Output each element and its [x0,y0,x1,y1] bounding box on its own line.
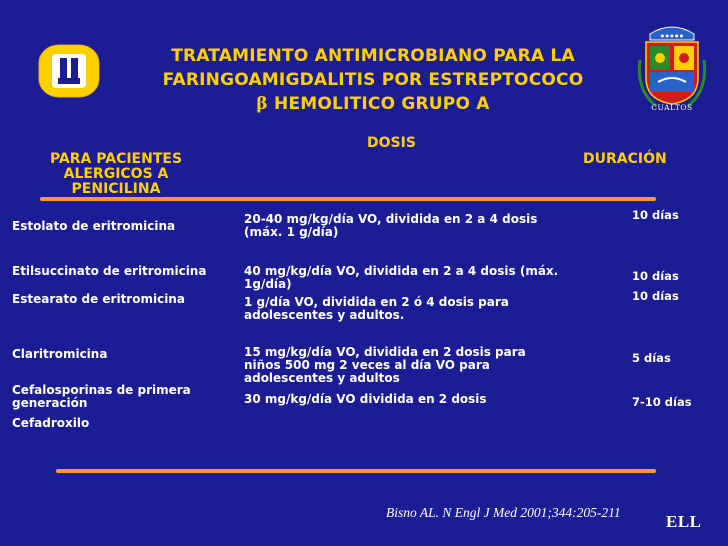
dose-estearato: 1 g/día VO, dividida en 2 ó 4 dosis para adolescentes y adultos. [244,295,509,322]
dose-header: DOSIS [367,135,416,151]
dose-claritromicina: 15 mg/kg/día VO, dividida en 2 dosis para niños 500 mg 2 veces al día VO para adolescentes y adultos [244,345,526,385]
duration-estearato: 10 días [632,289,679,303]
title-line-1: TRATAMIENTO ANTIMICROBIANO PARA LA [171,46,575,66]
beta-symbol: β [256,94,268,114]
duration-claritromicina: 5 días [632,351,671,365]
citation: Bisno AL. N Engl J Med 2001;344:205-211 [386,505,621,520]
svg-text:● ● ● ● ●: ● ● ● ● ● [660,33,684,38]
author-signature: ELL [666,512,702,531]
dose-estolato: 20-40 mg/kg/día VO, dividida en 2 a 4 dosis (máx. 1 g/día) [244,212,538,239]
dose-etilsuccinato: 40 mg/kg/día VO, dividida en 2 a 4 dosis (máx. 1g/día) [244,264,559,291]
drug-cefalosporinas: Cefalosporinas de primera generación [12,383,191,410]
patients-header: PARA PACIENTES ALERGICOS A PENICILINA [49,151,183,197]
duration-header: DURACIÓN [583,151,667,167]
drug-cefadroxilo: Cefadroxilo [12,416,90,430]
bottom-divider [56,469,656,473]
title-line-3: β HEMOLITICO GRUPO A [256,94,490,114]
logo-right-label: CUALTOS [651,103,693,112]
duration-cefalosporinas: 7-10 días [632,395,692,409]
title-line-2: FARINGOAMIGDALITIS POR ESTREPTOCOCO [162,70,584,90]
dose-cefalosporinas: 30 mg/kg/día VO dividida en 2 dosis [244,392,487,406]
drug-estolato: Estolato de eritromicina [12,219,176,233]
slide-title [118,44,628,116]
drug-etilsuccinato: Etilsuccinato de eritromicina [12,264,207,278]
drug-estearato: Estearato de eritromicina [12,292,185,306]
duration-etilsuccinato: 10 días [632,269,679,283]
coat-of-arms-icon [636,20,708,112]
uady-logo-icon [38,44,100,98]
top-divider [40,197,656,201]
drug-claritromicina: Claritromicina [12,347,108,361]
duration-estolato: 10 días [632,208,679,222]
